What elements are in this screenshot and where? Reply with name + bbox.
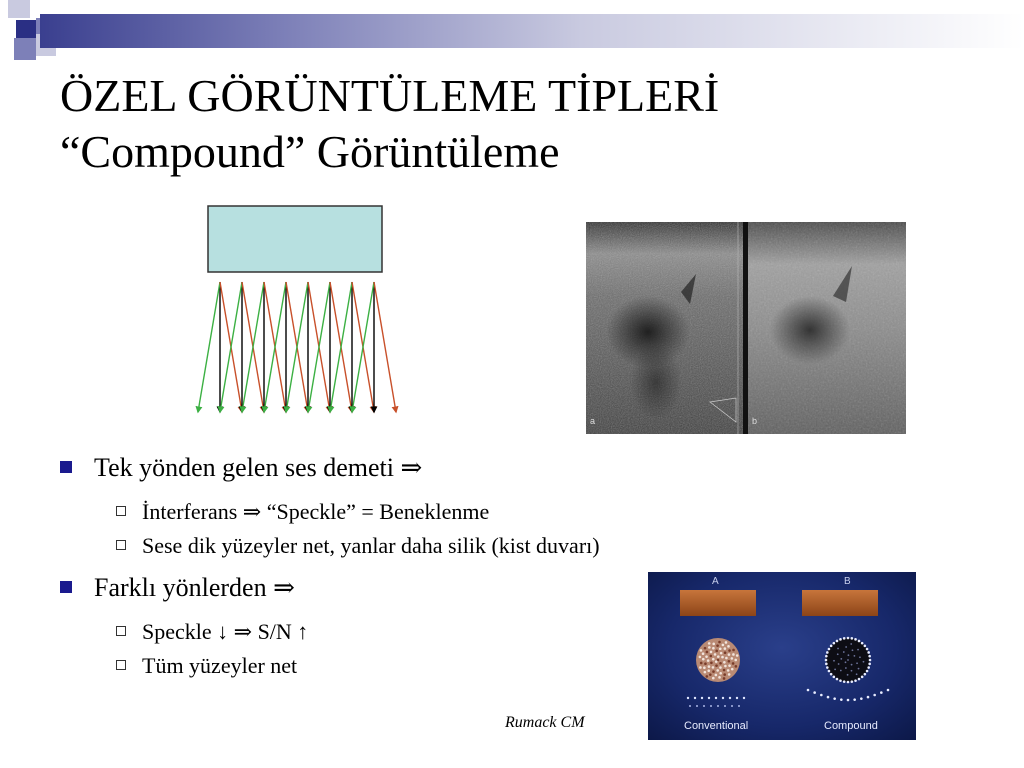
cyst-rim-dot — [866, 670, 869, 673]
target-dot — [701, 697, 703, 699]
speckle-dot — [704, 647, 707, 650]
bullet-text: Farklı yönlerden ⇒ — [94, 573, 295, 602]
speckle-dot — [728, 653, 731, 656]
speckle-dot — [845, 667, 847, 669]
speckle-dot — [715, 650, 718, 653]
cyst-rim-dot — [833, 642, 836, 645]
target-dot — [694, 697, 696, 699]
caption-compound: Compound — [824, 720, 878, 732]
cyst-rim-dot — [843, 680, 846, 683]
speckle-dot — [722, 644, 725, 647]
speckle-dot — [840, 670, 842, 672]
speckle-dot — [720, 652, 723, 655]
cyst-rim-dot — [839, 638, 842, 641]
speckle-dot — [708, 642, 711, 645]
cyst-rim-dot — [868, 663, 871, 666]
speckle-dot — [724, 651, 727, 654]
cyst-rim-dot — [830, 673, 833, 676]
speckle-dot — [833, 660, 835, 662]
cyst-rim-dot — [843, 637, 846, 640]
sub-bullet-item — [116, 652, 297, 680]
speckle-dot — [736, 654, 739, 657]
speckle-dot — [852, 649, 854, 651]
target-dot — [743, 697, 745, 699]
speckle-dot — [850, 643, 852, 645]
speckle-dot — [709, 655, 712, 658]
speckle-dot — [847, 659, 849, 661]
speckle-dot — [708, 665, 711, 668]
speckle-dot — [699, 656, 702, 659]
speckle-dot — [715, 660, 718, 663]
speckle-dot — [707, 659, 710, 662]
speckle-dot — [851, 670, 853, 672]
speckle-dot — [723, 677, 726, 680]
cyst-rim-dot — [864, 673, 867, 676]
speckle-dot — [728, 660, 731, 663]
square-bullet-icon — [60, 581, 72, 593]
sub-bullet-text: Tüm yüzeyler net — [142, 653, 298, 678]
attribution: Rumack CM — [505, 714, 585, 731]
speckle-dot — [700, 649, 703, 652]
speckle-dot — [712, 666, 715, 669]
speckle-dot — [721, 656, 724, 659]
ultrasound-image-conventional — [586, 222, 744, 434]
speckle-dot — [856, 662, 858, 664]
speckle-dot — [731, 668, 734, 671]
target-dot — [717, 705, 719, 707]
target-dot — [696, 705, 698, 707]
speckle-dot — [732, 662, 735, 665]
cyst-rim-dot — [830, 645, 833, 648]
speckle-dot — [699, 666, 702, 669]
cyst-rim-dot — [828, 648, 831, 651]
speckle-dot — [731, 657, 734, 660]
speckle-dot — [703, 666, 706, 669]
speckle-dot — [727, 669, 730, 672]
target-dot — [867, 696, 870, 699]
cyst-rim-dot — [858, 640, 861, 643]
target-dot — [689, 705, 691, 707]
sub-bullet-text: Speckle ↓ ⇒ S/N ↑ — [142, 619, 309, 644]
cyst-rim-dot — [867, 651, 870, 654]
cyst-rim-dot — [847, 681, 850, 684]
speckle-dot — [728, 673, 731, 676]
speckle-dot — [848, 654, 850, 656]
speckle-dot — [704, 662, 707, 665]
transducer-block — [208, 206, 382, 272]
ultrasound-label-b: b — [752, 416, 758, 426]
cyst-rim-dot — [839, 679, 842, 682]
speckle-dot — [723, 669, 726, 672]
speckle-dot — [709, 673, 712, 676]
speckle-dot — [712, 643, 715, 646]
target-dot — [687, 697, 689, 699]
speckle-dot — [704, 671, 707, 674]
speckle-dot — [735, 665, 738, 668]
conventional-vs-compound-figure — [648, 572, 916, 740]
speckle-dot — [859, 656, 861, 658]
speckle-dot — [847, 674, 849, 676]
target-dot — [813, 691, 816, 694]
speckle-dot — [706, 675, 709, 678]
speckle-dot — [708, 646, 711, 649]
cyst-rim-dot — [851, 680, 854, 683]
target-dot — [724, 705, 726, 707]
hollow-square-bullet-icon — [116, 626, 126, 636]
speckle-dot — [724, 665, 727, 668]
bullet-item — [60, 572, 295, 604]
speckle-dot — [732, 649, 735, 652]
hollow-square-bullet-icon — [116, 540, 126, 550]
speckle-dot — [715, 664, 718, 667]
speckle-dot — [840, 658, 842, 660]
target-dot — [833, 697, 836, 700]
hollow-square-bullet-icon — [116, 660, 126, 670]
caption-conventional: Conventional — [684, 720, 749, 732]
speckle-dot — [710, 661, 713, 664]
speckle-dot — [723, 661, 726, 664]
cyst-rim-dot — [825, 655, 828, 658]
speckle-dot — [700, 662, 703, 665]
target-dot — [827, 696, 830, 699]
speckle-dot — [837, 648, 839, 650]
slide-title — [60, 68, 960, 180]
cyst-rim-dot — [866, 648, 869, 651]
scatter-targets — [648, 572, 916, 740]
cyst-rim-dot — [854, 679, 857, 682]
sub-bullet-text: İnterferans ⇒ “Speckle” = Beneklenme — [142, 499, 490, 524]
target-dot — [722, 697, 724, 699]
target-dot — [820, 694, 823, 697]
speckle-dot — [719, 662, 722, 665]
speckle-dot — [716, 644, 719, 647]
speckle-dot — [725, 657, 728, 660]
speckle-dot — [705, 655, 708, 658]
speckle-dot — [845, 661, 847, 663]
cyst-rim-dot — [833, 676, 836, 679]
speckle-dot — [728, 649, 731, 652]
cyst-rim-dot — [825, 659, 828, 662]
hollow-square-bullet-icon — [116, 506, 126, 516]
cyst-rim-dot — [861, 642, 864, 645]
left-steered-beam-arrow — [198, 282, 220, 412]
ultrasound-label-a: a — [590, 416, 596, 426]
speckle-dot — [719, 672, 722, 675]
cyst-rim-dot — [869, 659, 872, 662]
speckle-dot — [838, 663, 840, 665]
speckle-dot — [734, 659, 737, 662]
target-dot — [887, 689, 890, 692]
speckle-dot — [712, 658, 715, 661]
target-dot — [703, 705, 705, 707]
cyst-rim-dot — [826, 651, 829, 654]
target-dot — [840, 698, 843, 701]
compound-beam-diagram — [190, 200, 410, 440]
target-dot — [847, 699, 850, 702]
speckle-dot — [712, 670, 715, 673]
speckle-dot — [715, 674, 718, 677]
target-dot — [853, 698, 856, 701]
speckle-dot — [858, 668, 860, 670]
speckle-dot — [702, 658, 705, 661]
cyst-rim-dot — [825, 663, 828, 666]
target-dot — [736, 697, 738, 699]
cyst-rim-dot — [861, 676, 864, 679]
sub-bullet-item — [116, 532, 600, 560]
sub-bullet-item — [116, 498, 489, 526]
speckle-dot — [856, 673, 858, 675]
slide-title-line1: ÖZEL GÖRÜNTÜLEME TİPLERİ — [60, 70, 720, 121]
header-gradient-bar — [40, 14, 1024, 48]
cyst-rim-dot — [858, 678, 861, 681]
target-dot — [860, 697, 863, 700]
speckle-dot — [853, 655, 855, 657]
sub-bullet-text: Sese dik yüzeyler net, yanlar daha silik (kist duvarı) — [142, 533, 600, 558]
speckle-dot — [727, 645, 730, 648]
cyst-rim-dot — [836, 640, 839, 643]
speckle-dot — [712, 677, 715, 680]
target-dot — [738, 705, 740, 707]
target-dot — [710, 705, 712, 707]
speckle-dot — [718, 641, 721, 644]
speckle-dot — [863, 661, 865, 663]
cyst-rim-dot — [851, 637, 854, 640]
figure-label-b: B — [844, 576, 851, 587]
speckle-dot — [834, 668, 836, 670]
speckle-dot — [712, 647, 715, 650]
figure-label-a: A — [712, 576, 719, 587]
sub-bullet-item — [116, 618, 308, 646]
speckle-dot — [716, 669, 719, 672]
bullet-item — [60, 452, 422, 484]
cyst-rim-dot — [867, 666, 870, 669]
speckle-dot — [719, 666, 722, 669]
speckle-dot — [857, 649, 859, 651]
speckle-dot — [706, 651, 709, 654]
speckle-dot — [845, 646, 847, 648]
speckle-dot — [714, 653, 717, 656]
ultrasound-image-compound — [748, 222, 906, 434]
speckle-dot — [843, 651, 845, 653]
speckle-dot — [732, 653, 735, 656]
speckle-dot — [710, 651, 713, 654]
speckle-dot — [728, 664, 731, 667]
cyst-rim-dot — [828, 670, 831, 673]
speckle-dot — [723, 673, 726, 676]
target-dot — [873, 694, 876, 697]
speckle-dot — [718, 676, 721, 679]
cyst-rim-dot — [864, 645, 867, 648]
speckle-dot — [719, 647, 722, 650]
target-dot — [715, 697, 717, 699]
slide-title-line2: “Compound” Görüntüleme — [60, 126, 560, 177]
speckle-dot — [837, 653, 839, 655]
cyst-rim-dot — [836, 678, 839, 681]
target-dot — [880, 691, 883, 694]
cyst-rim-dot — [854, 638, 857, 641]
cyst-rim-dot — [847, 637, 850, 640]
target-dot — [807, 689, 810, 692]
speckle-dot — [717, 655, 720, 658]
speckle-dot — [851, 664, 853, 666]
speckle-dot — [725, 641, 728, 644]
speckle-dot — [724, 647, 727, 650]
speckle-dot — [702, 652, 705, 655]
cyst-rim-dot — [826, 666, 829, 669]
speckle-dot — [707, 669, 710, 672]
cyst-rim-dot — [868, 655, 871, 658]
target-dot — [729, 697, 731, 699]
target-dot — [708, 697, 710, 699]
bullet-text: Tek yönden gelen ses demeti ⇒ — [94, 453, 423, 482]
right-steered-beam-arrow — [374, 282, 396, 412]
target-dot — [731, 705, 733, 707]
square-bullet-icon — [60, 461, 72, 473]
